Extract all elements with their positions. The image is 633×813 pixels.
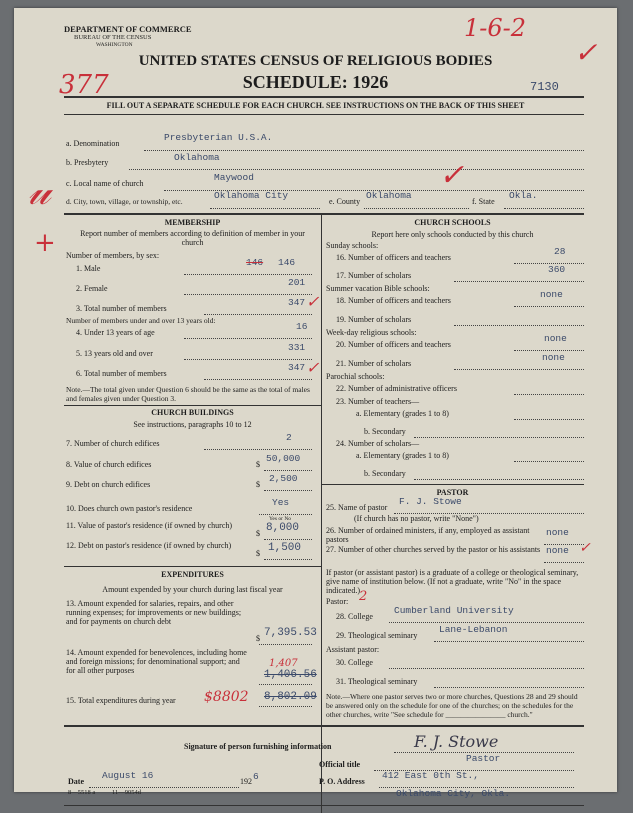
q11-dollar: $ — [256, 529, 260, 538]
county-label: e. County — [329, 197, 361, 206]
state-value: Okla. — [509, 190, 538, 201]
q14-struck-value: 1,406.56 — [264, 669, 317, 681]
q22-label: 22. Number of administrative officers — [336, 384, 457, 393]
q7-label: 7. Number of church edifices — [66, 439, 160, 448]
q5-value: 331 — [288, 342, 306, 353]
census-schedule-page — [14, 8, 617, 799]
q30-label: 30. College — [336, 658, 373, 667]
q21-value: none — [542, 352, 565, 363]
state-label: f. State — [472, 197, 495, 206]
schools-instruction: Report here only schools conducted by this church — [371, 230, 534, 239]
membership-note: Note.—The total given under Question 6 should be the same as the total of males and females given under Question 3. — [66, 385, 310, 403]
church-name-label: c. Local name of church — [66, 179, 144, 188]
q13-dollar: $ — [256, 634, 260, 643]
denomination-value: Presbyterian U.S.A. — [164, 132, 273, 143]
assistant-pastor-label: Assistant pastor: — [326, 645, 380, 654]
q3-label: 3. Total number of members — [76, 304, 167, 313]
sunday-label: Sunday schools: — [326, 241, 379, 250]
q28-label: 28. College — [336, 612, 373, 621]
q8-label: 8. Value of church edifices — [66, 460, 152, 469]
date-label: Date — [68, 777, 84, 786]
red-check-icon: ✓ — [439, 158, 465, 193]
summer-label: Summer vacation Bible schools: — [326, 284, 430, 293]
address-label: P. O. Address — [319, 777, 365, 786]
q24b-label: b. Secondary — [364, 469, 406, 478]
city-field-label: d. City, town, village, or township, etc. — [66, 197, 183, 206]
presbytery-value: Oklahoma — [174, 152, 220, 163]
q6-value: 347 — [288, 362, 306, 373]
schools-heading: CHURCH SCHOOLS — [414, 218, 491, 227]
q23a-label: a. Elementary (grades 1 to 8) — [356, 409, 449, 418]
q27-value: none — [546, 545, 569, 556]
q25-label: 25. Name of pastor — [326, 503, 388, 512]
q18-label: 18. Number of officers and teachers — [336, 296, 451, 305]
red-scribble-icon: 𝓊 — [28, 168, 51, 214]
q13-value: 7,395.53 — [264, 627, 317, 639]
q15-struck-value: 8,802.09 — [264, 691, 317, 703]
pastor-handwritten-mark: 2 — [359, 589, 368, 604]
buildings-heading: CHURCH BUILDINGS — [151, 408, 234, 417]
dept-label: DEPARTMENT OF COMMERCE — [64, 24, 192, 34]
q10-value: Yes — [272, 497, 290, 508]
q4-label: 4. Under 13 years of age — [76, 328, 155, 337]
county-value: Oklahoma — [366, 190, 412, 201]
address-line1: 412 East 0th St., — [382, 770, 479, 781]
pastor-sub-label: Pastor: — [326, 597, 349, 606]
serial-number: 7130 — [530, 80, 559, 94]
q24a-label: a. Elementary (grades 1 to 8) — [356, 451, 449, 460]
signature-value: F. J. Stowe — [414, 732, 499, 751]
q26-value: none — [546, 527, 569, 538]
q14-handwritten: 1,407 — [269, 658, 298, 669]
q8-value: 50,000 — [266, 453, 301, 464]
red-check-icon: ✓ — [579, 540, 591, 556]
q14-label: 14. Amount expended for benevolences, including home and foreign missions; for denominational support; and for all other purposes — [66, 648, 247, 675]
sex-label: Number of members, by sex: — [66, 251, 160, 260]
year-prefix: 192 — [240, 777, 252, 786]
q19-label: 19. Number of scholars — [336, 315, 412, 324]
q1-struck-value: 146 — [246, 257, 264, 268]
red-check-icon: ✓ — [574, 36, 598, 69]
form-number: 8—5518 a — [68, 789, 96, 796]
denomination-label: a. Denomination — [66, 139, 120, 148]
q2-label: 2. Female — [76, 284, 108, 293]
q2-value: 201 — [288, 277, 306, 288]
q11-label: 11. Value of pastor's residence (if owned by church) — [66, 521, 233, 530]
q15-label: 15. Total expenditures during year — [66, 696, 176, 705]
print-number: 11—9054d — [112, 789, 142, 796]
buildings-instruction: See instructions, paragraphs 10 to 12 — [133, 420, 252, 429]
q20-label: 20. Number of officers and teachers — [336, 340, 451, 349]
instruction-line: FILL OUT A SEPARATE SCHEDULE FOR EACH CHURCH. SEE INSTRUCTIONS ON THE BACK OF THIS SHEET — [106, 101, 525, 110]
q21-label: 21. Number of scholars — [336, 359, 412, 368]
q12-label: 12. Debt on pastor's residence (if owned by church) — [66, 541, 232, 550]
q5-label: 5. 13 years old and over — [76, 349, 153, 358]
q12-dollar: $ — [256, 549, 260, 558]
q25-hint: (If church has no pastor, write "None") — [354, 514, 479, 523]
q10-label: 10. Does church own pastor's residence — [66, 504, 193, 513]
expenditures-heading: EXPENDITURES — [161, 570, 224, 579]
q25-value: F. J. Stowe — [399, 496, 462, 507]
pastor-note: Note.—Where one pastor serves two or more churches, Questions 28 and 29 should be answered only on the schedule for one of the churches; on the schedules for the other churches, write "See schedule for ________________ church." — [326, 692, 578, 719]
q7-value: 2 — [286, 432, 292, 443]
q9-value: 2,500 — [269, 473, 298, 484]
q4-value: 16 — [296, 321, 308, 332]
expenditures-instruction: Amount expended by your church during last fiscal year — [102, 585, 283, 594]
red-check-icon: ✓ — [306, 358, 320, 377]
handwritten-number: 377 — [59, 70, 109, 100]
q3-value: 347 — [288, 297, 306, 308]
year-value: 6 — [253, 771, 259, 782]
parochial-label: Parochial schools: — [326, 372, 385, 381]
q20-value: none — [544, 333, 567, 344]
q8-dollar: $ — [256, 460, 260, 469]
city-field-value: Oklahoma City — [214, 190, 289, 201]
red-check-icon: ✓ — [306, 292, 320, 311]
q1-label: 1. Male — [76, 264, 101, 273]
q15-handwritten: $8802 — [204, 689, 249, 705]
handwritten-code: 1-6-2 — [464, 14, 527, 42]
q27-label: 27. Number of other churches served by the pastor or his assistants — [326, 545, 541, 554]
q1-value: 146 — [278, 257, 296, 268]
q26-label: 26. Number of ordained ministers, if any, employed as assistant pastors — [326, 526, 530, 544]
membership-heading: MEMBERSHIP — [164, 218, 221, 227]
red-cross-icon: + — [34, 228, 56, 258]
q24-label: 24. Number of scholars— — [336, 439, 420, 448]
q17-label: 17. Number of scholars — [336, 271, 412, 280]
address-line2: Oklahoma City, Okla. — [396, 788, 511, 799]
weekday-label: Week-day religious schools: — [326, 328, 417, 337]
official-title-label: Official title — [319, 760, 361, 769]
signature-label: Signature of person furnishing information — [184, 742, 332, 751]
age-label: Number of members under and over 13 years old: — [66, 316, 216, 325]
q29-label: 29. Theological seminary — [336, 631, 418, 640]
q13-label: 13. Amount expended for salaries, repairs, and other running expenses; for improvements or new buildings; and for payments on church debt — [66, 599, 242, 626]
q18-value: none — [540, 289, 563, 300]
q9-label: 9. Debt on church edifices — [66, 480, 151, 489]
form-title: UNITED STATES CENSUS OF RELIGIOUS BODIES — [138, 53, 493, 69]
graduate-instruction: If pastor (or assistant pastor) is a graduate of a college or theological seminary, give name of institution below. (If not a graduate, write "No" in the space indicated.) — [326, 568, 579, 595]
official-title-value: Pastor — [466, 753, 501, 764]
q12-value: 1,500 — [268, 542, 302, 554]
presbytery-label: b. Presbytery — [66, 158, 109, 167]
q23-label: 23. Number of teachers— — [336, 397, 420, 406]
date-value: August 16 — [102, 770, 154, 781]
form-subtitle: SCHEDULE: 1926 — [242, 72, 389, 92]
q11-value: 8,000 — [266, 522, 300, 534]
q10-hint: Yes or No — [269, 516, 292, 522]
q28-value: Cumberland University — [394, 605, 514, 616]
membership-instruction: Report number of members according to definition of member in your church — [80, 229, 305, 247]
q17-value: 360 — [548, 264, 566, 275]
church-name-value: Maywood — [214, 172, 254, 183]
q6-label: 6. Total number of members — [76, 369, 167, 378]
q9-dollar: $ — [256, 480, 260, 489]
q29-value: Lane-Lebanon — [439, 624, 508, 635]
pastor-heading: PASTOR — [436, 488, 469, 497]
q16-value: 28 — [554, 246, 566, 257]
bureau-label: BUREAU OF THE CENSUS — [74, 34, 152, 41]
city-label: WASHINGTON — [96, 42, 133, 48]
q31-label: 31. Theological seminary — [336, 677, 418, 686]
q16-label: 16. Number of officers and teachers — [336, 253, 451, 262]
q23b-label: b. Secondary — [364, 427, 406, 436]
